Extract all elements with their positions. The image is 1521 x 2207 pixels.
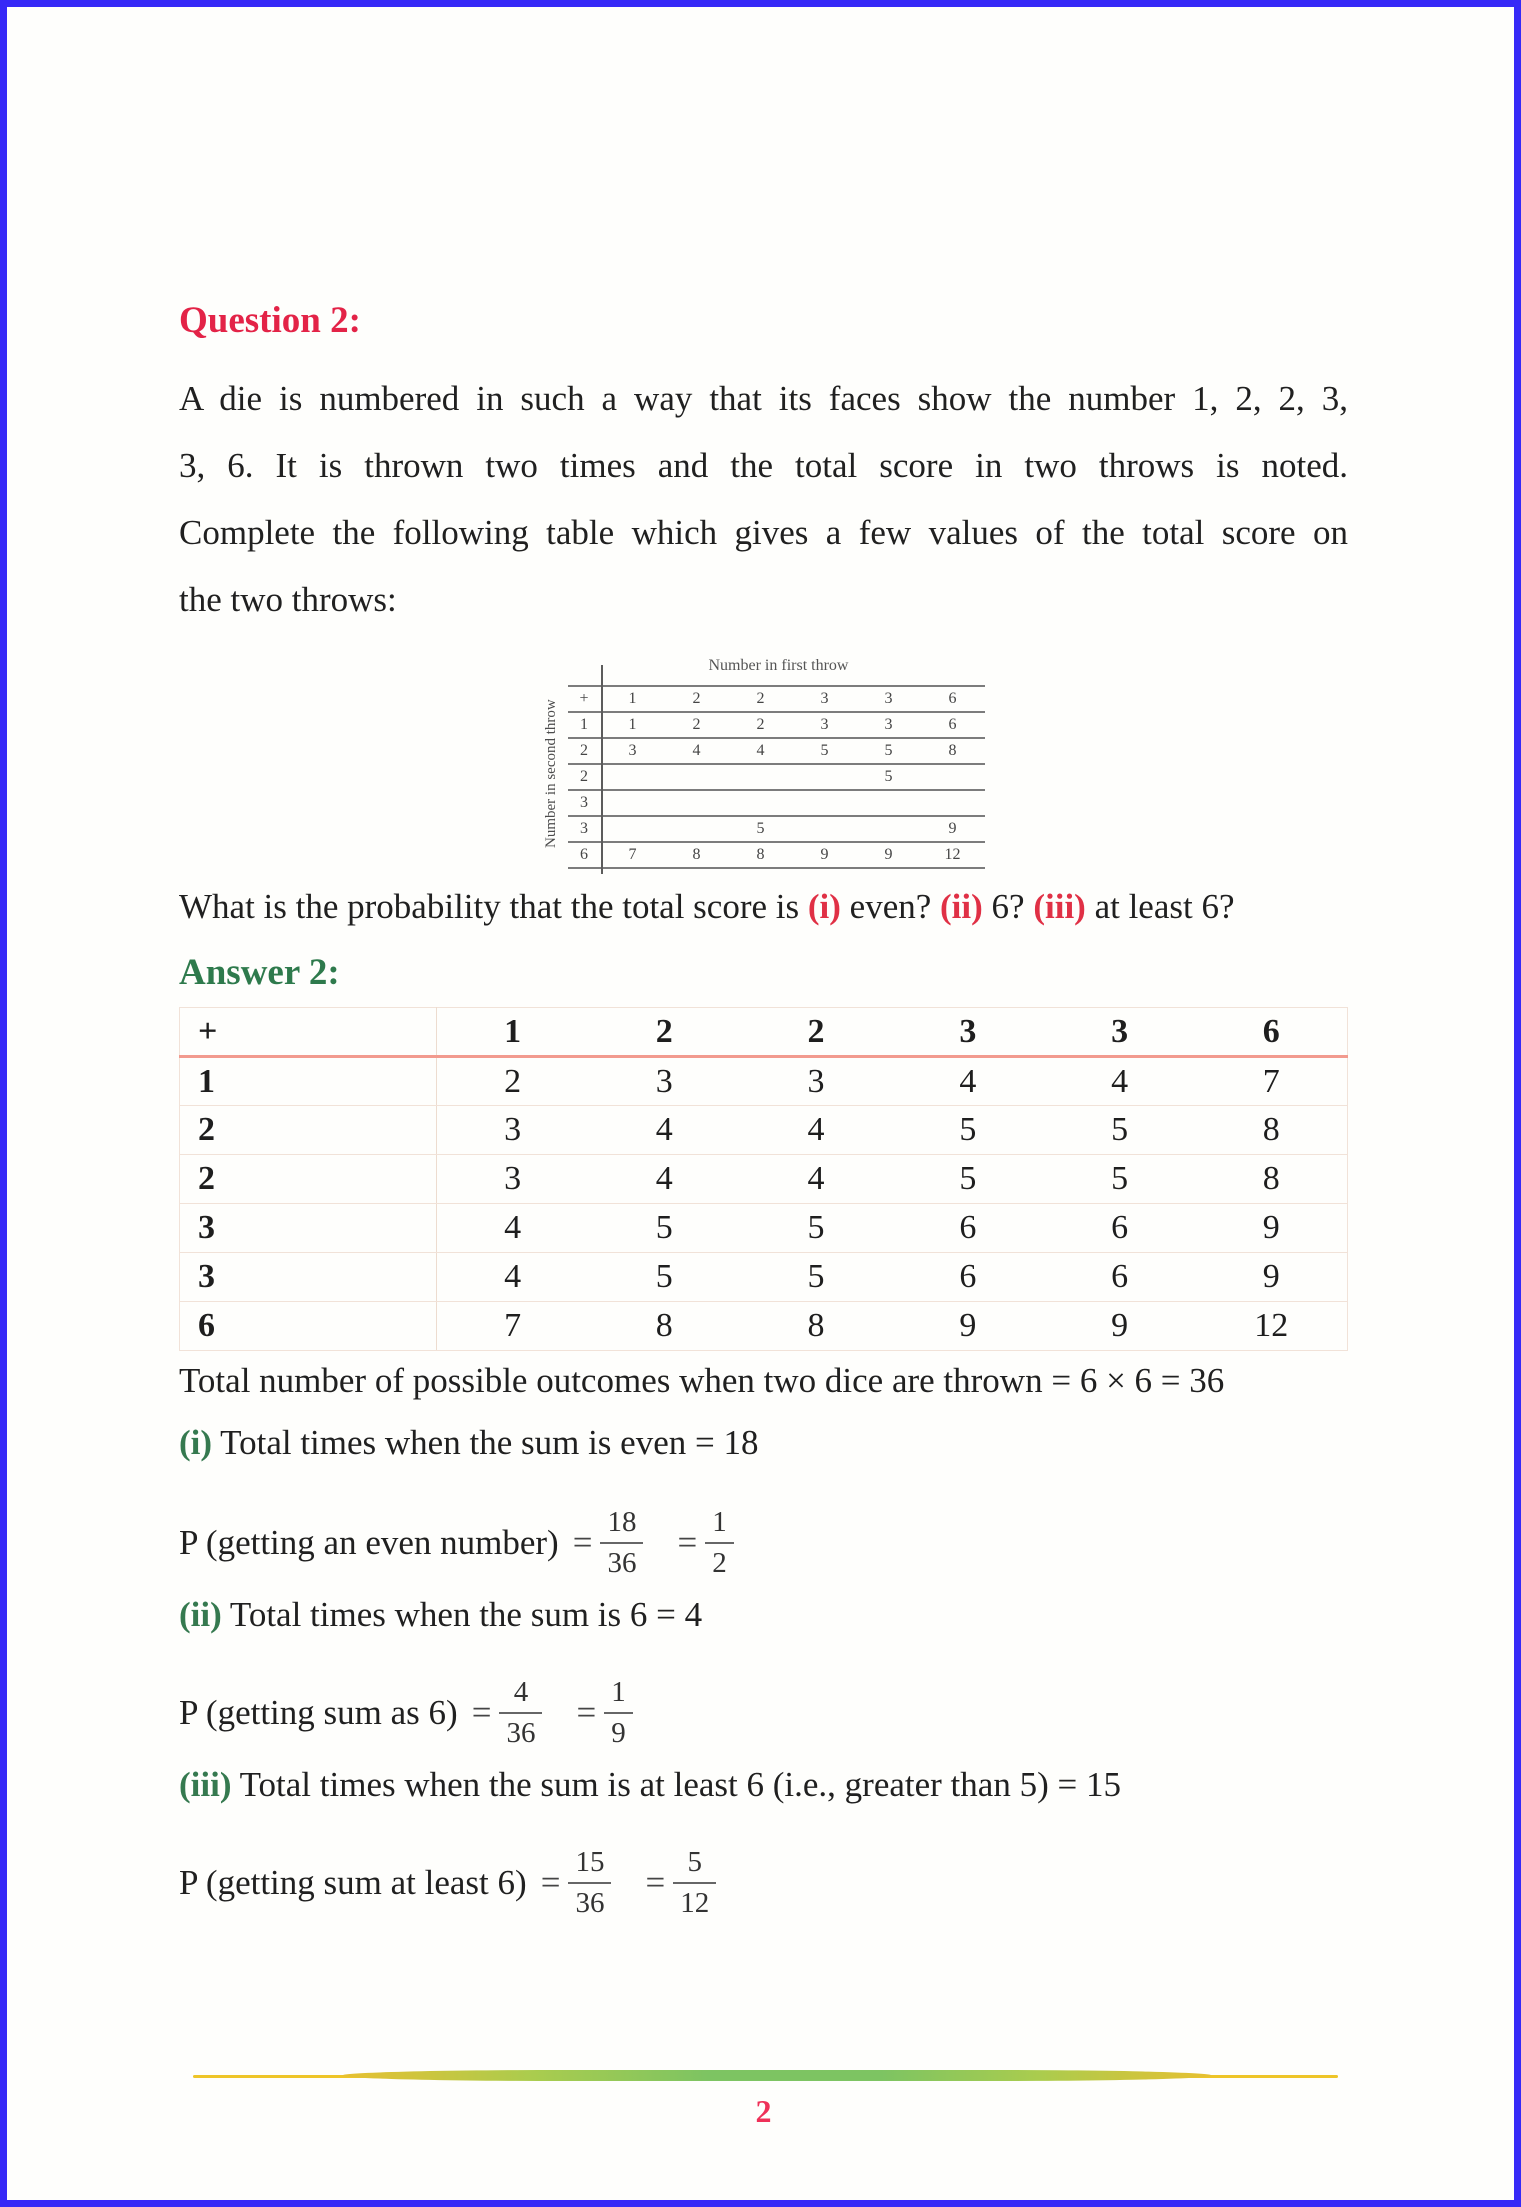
table-cell: 1: [436, 1008, 588, 1057]
answer-part-i: [179, 1423, 1348, 1469]
table-cell: [665, 764, 729, 790]
table-cell: 6: [1196, 1008, 1348, 1057]
table-row: [180, 1057, 1348, 1106]
prompt-roman-ii: (ii): [940, 887, 983, 926]
fraction: [604, 1676, 633, 1751]
table-cell: 3: [740, 1057, 892, 1106]
table-cell: 3: [568, 816, 601, 842]
paragraph-line: A die is numbered in such a way that its faces show the number 1, 2, 2, 3,: [179, 379, 1348, 418]
page-number: 2: [755, 2093, 772, 2129]
divider-green-segment: [342, 2070, 1212, 2081]
table-cell: 8: [921, 738, 985, 764]
decorative-divider: [193, 2069, 1338, 2083]
table-cell: 5: [857, 738, 921, 764]
table-row: [180, 1155, 1348, 1204]
table-cell: 5: [892, 1155, 1044, 1204]
part-iii-text: Total times when the sum is at least 6 (i.e., greater than 5) = 15: [231, 1765, 1121, 1804]
table-cell: 4: [588, 1155, 740, 1204]
table-cell: 2: [729, 712, 793, 738]
table-cell: 2: [740, 1008, 892, 1057]
table-cell: 2: [665, 712, 729, 738]
table-cell: 3: [793, 686, 857, 712]
table-cell: 3: [857, 686, 921, 712]
table-cell: [857, 816, 921, 842]
table-cell: 8: [1196, 1155, 1348, 1204]
equation-text: P (getting an even number): [179, 1523, 559, 1562]
table-cell: 3: [568, 790, 601, 816]
table-row: [180, 1302, 1348, 1351]
table-cell: 3: [601, 738, 665, 764]
figure-title: Number in first throw: [708, 657, 849, 674]
table-cell: 8: [1196, 1106, 1348, 1155]
table-cell: 8: [740, 1302, 892, 1351]
table-cell: 9: [1196, 1253, 1348, 1302]
table-cell: 1: [601, 686, 665, 712]
fraction-denominator: 12: [673, 1882, 716, 1920]
table-cell: 1: [601, 712, 665, 738]
table-cell: +: [568, 686, 601, 712]
answer-table-body: [180, 1008, 1348, 1351]
fraction-numerator: 15: [575, 1845, 605, 1878]
table-cell: 3: [588, 1057, 740, 1106]
table-cell: 5: [740, 1204, 892, 1253]
question-paragraph: [179, 365, 1348, 633]
figure-table: [568, 685, 985, 869]
table-cell: 5: [857, 764, 921, 790]
table-cell: 4: [740, 1106, 892, 1155]
table-cell: [793, 816, 857, 842]
table-cell: [793, 790, 857, 816]
table-cell: 6: [921, 686, 985, 712]
question-heading: Question 2:: [179, 300, 361, 341]
table-cell: [729, 764, 793, 790]
table-cell: [665, 816, 729, 842]
figure-table-wrap: [568, 679, 985, 869]
table-cell: 9: [857, 842, 921, 868]
table-cell: 3: [857, 712, 921, 738]
paragraph-line: the two throws:: [179, 580, 397, 619]
table-row: [568, 686, 985, 712]
fraction-numerator: 5: [687, 1845, 702, 1878]
table-cell: [921, 764, 985, 790]
question-prompt: [179, 887, 1348, 931]
prompt-text: at least 6?: [1085, 887, 1235, 926]
fraction-denominator: 2: [705, 1542, 734, 1580]
table-cell: 3: [436, 1155, 588, 1204]
table-cell: 5: [793, 738, 857, 764]
fraction-denominator: 36: [600, 1542, 643, 1580]
table-cell: 5: [588, 1204, 740, 1253]
table-cell: 2: [180, 1106, 437, 1155]
table-cell: 6: [568, 842, 601, 868]
table-cell: 9: [1044, 1302, 1196, 1351]
table-cell: 5: [740, 1253, 892, 1302]
table-cell: 8: [588, 1302, 740, 1351]
table-cell: 9: [892, 1302, 1044, 1351]
table-cell: [601, 816, 665, 842]
table-cell: 2: [436, 1057, 588, 1106]
table-cell: 5: [892, 1106, 1044, 1155]
table-cell: 12: [1196, 1302, 1348, 1351]
table-cell: [601, 764, 665, 790]
table-cell: 4: [740, 1155, 892, 1204]
table-cell: [601, 790, 665, 816]
table-cell: 4: [436, 1204, 588, 1253]
fraction: [705, 1506, 734, 1581]
prompt-text: even?: [840, 887, 941, 926]
answer-part-ii: [179, 1595, 1348, 1641]
table-cell: 3: [793, 712, 857, 738]
table-row: [568, 842, 985, 868]
probability-atleast-equation: [179, 1835, 1348, 1931]
fraction: [568, 1846, 611, 1921]
table-cell: 7: [436, 1302, 588, 1351]
part-ii-text: Total times when the sum is 6 = 4: [221, 1595, 703, 1634]
table-cell: 3: [892, 1008, 1044, 1057]
table-cell: 6: [921, 712, 985, 738]
table-cell: 4: [665, 738, 729, 764]
part-i-text: Total times when the sum is even = 18: [212, 1423, 759, 1462]
table-cell: 9: [921, 816, 985, 842]
fraction: [499, 1676, 542, 1751]
table-row: [568, 764, 985, 790]
prompt-roman-iii: (iii): [1033, 887, 1086, 926]
table-cell: 8: [665, 842, 729, 868]
table-cell: 5: [1044, 1155, 1196, 1204]
equals-sign: =: [572, 1523, 593, 1562]
prompt-roman-i: (i): [807, 887, 841, 926]
table-cell: 2: [665, 686, 729, 712]
total-outcomes-line: Total number of possible outcomes when two dice are thrown = 6 × 6 = 36: [179, 1361, 1225, 1400]
equals-sign: =: [677, 1523, 698, 1562]
fraction-numerator: 1: [611, 1675, 626, 1708]
table-row: [180, 1008, 1348, 1057]
table-cell: 9: [1196, 1204, 1348, 1253]
table-cell: 3: [180, 1204, 437, 1253]
table-cell: 8: [729, 842, 793, 868]
table-cell: 1: [180, 1057, 437, 1106]
fraction-numerator: 1: [712, 1505, 727, 1538]
table-cell: 1: [568, 712, 601, 738]
table-cell: 5: [1044, 1106, 1196, 1155]
table-cell: 6: [1044, 1204, 1196, 1253]
answer-part-iii: [179, 1765, 1348, 1811]
equals-sign: =: [540, 1863, 561, 1902]
table-cell: 4: [436, 1253, 588, 1302]
table-cell: 5: [588, 1253, 740, 1302]
table-row: [180, 1106, 1348, 1155]
probability-even-equation: [179, 1495, 1348, 1591]
table-cell: 4: [1044, 1057, 1196, 1106]
table-cell: [729, 790, 793, 816]
table-row: [180, 1253, 1348, 1302]
table-cell: [921, 790, 985, 816]
figure-vertical-rule: [601, 665, 603, 874]
table-row: [568, 816, 985, 842]
part-i-label: (i): [179, 1423, 213, 1462]
table-cell: 5: [729, 816, 793, 842]
fraction-denominator: 36: [499, 1712, 542, 1750]
paragraph-line: Complete the following table which gives a few values of the total score on: [179, 513, 1348, 552]
paragraph-line: 3, 6. It is thrown two times and the total score in two throws is noted.: [179, 446, 1348, 485]
equals-sign: =: [471, 1693, 492, 1732]
equation-text: P (getting sum as 6): [179, 1693, 458, 1732]
answer-table: [179, 1007, 1348, 1351]
table-cell: 6: [892, 1204, 1044, 1253]
figure-table-body: [568, 686, 985, 868]
answer-heading: Answer 2:: [179, 952, 340, 993]
table-cell: 2: [729, 686, 793, 712]
table-cell: 4: [729, 738, 793, 764]
table-cell: 6: [180, 1302, 437, 1351]
page-content: [7, 7, 1514, 2130]
probability-six-equation: [179, 1665, 1348, 1761]
table-cell: 6: [1044, 1253, 1196, 1302]
table-cell: 7: [601, 842, 665, 868]
table-row: [568, 712, 985, 738]
figure-body: [179, 679, 1348, 869]
table-cell: 2: [568, 738, 601, 764]
fraction: [600, 1506, 643, 1581]
fraction-numerator: 4: [513, 1675, 529, 1708]
table-cell: +: [180, 1008, 437, 1057]
figure-side-label: Number in second throw: [542, 699, 559, 849]
fraction-denominator: 36: [568, 1882, 611, 1920]
table-cell: 4: [588, 1106, 740, 1155]
equation-text: P (getting sum at least 6): [179, 1863, 527, 1902]
prompt-text: 6?: [982, 887, 1034, 926]
table-cell: 2: [568, 764, 601, 790]
table-cell: 6: [892, 1253, 1044, 1302]
table-cell: 2: [180, 1155, 437, 1204]
fraction: [673, 1846, 716, 1921]
table-cell: 3: [180, 1253, 437, 1302]
table-row: [180, 1204, 1348, 1253]
table-row: [568, 790, 985, 816]
part-iii-label: (iii): [179, 1765, 232, 1804]
fraction-denominator: 9: [604, 1712, 633, 1750]
table-cell: [665, 790, 729, 816]
table-row: [568, 738, 985, 764]
equals-sign: =: [645, 1863, 666, 1902]
table-cell: 12: [921, 842, 985, 868]
figure-table-image: [179, 657, 1348, 869]
prompt-text: What is the probability that the total score is: [179, 887, 808, 926]
table-cell: 3: [436, 1106, 588, 1155]
equals-sign: =: [576, 1693, 597, 1732]
table-cell: 2: [588, 1008, 740, 1057]
part-ii-label: (ii): [179, 1595, 222, 1634]
table-cell: 9: [793, 842, 857, 868]
table-cell: 7: [1196, 1057, 1348, 1106]
table-cell: 3: [1044, 1008, 1196, 1057]
table-cell: [793, 764, 857, 790]
table-cell: 4: [892, 1057, 1044, 1106]
table-cell: [857, 790, 921, 816]
fraction-numerator: 18: [607, 1505, 637, 1538]
